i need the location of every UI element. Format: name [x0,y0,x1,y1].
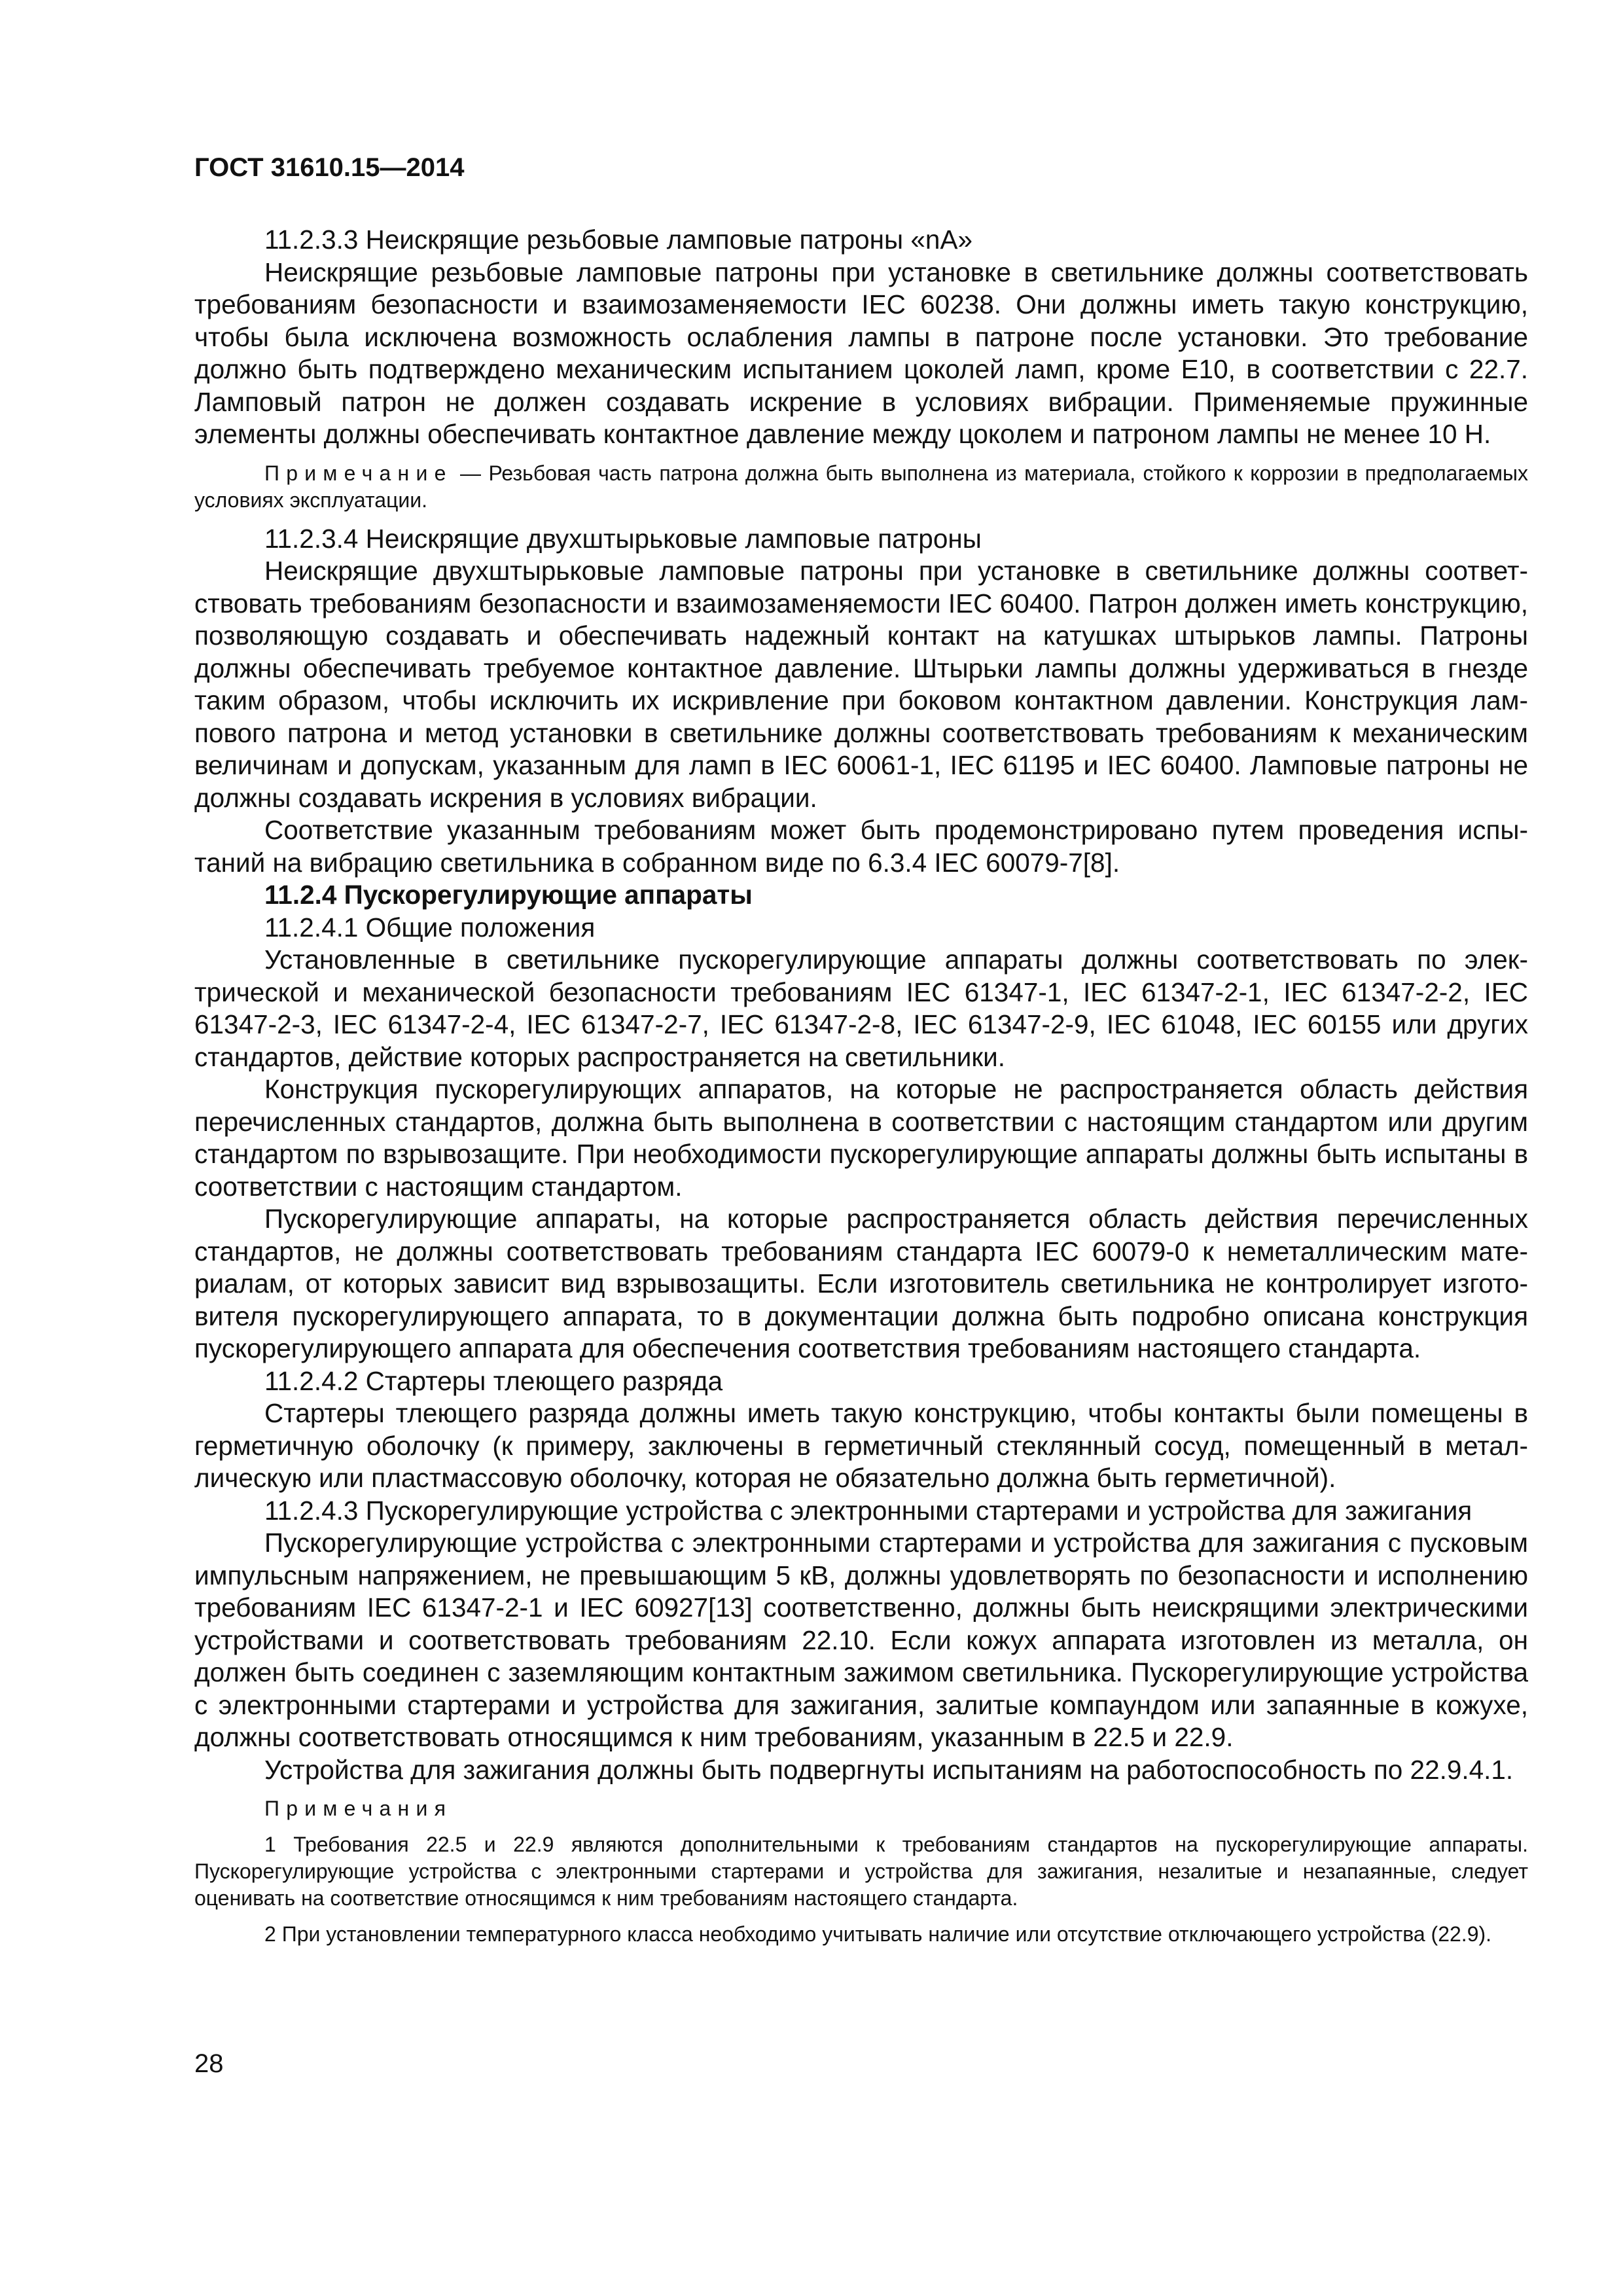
note-1: 1 Требования 22.5 и 22.9 являются дополнительными к требованиям стандартов на пускорегулирующие аппараты. Пускорегулирующие устройства с электронными стартерами и устройства для зажигания, незалитые и незапаянные, следует оценивать на соответствие относящимся к ним требованиям настоящего стандарта. [194,1833,1528,1910]
document-header: ГОСТ 31610.15—2014 [194,153,465,182]
paragraph: Неискрящие резьбовые ламповые патроны при установке в светильнике должны соответствовать требованиям безопасности и взаимозаменяемости IEC 60238. Они должны иметь такую конструкцию, чтобы была исключена возможность ослабления лампы в патроне после установки. Это требование должно быть подтверждено механическим испытанием цоколей ламп, кроме Е10, в соответствии с 22.7. Ламповый патрон не должен создавать искрение в условиях вибрации. Применяемые пружинные элементы должны обеспечивать контактное давление между цоколем и патроном лампы не менее 10 Н. [194,257,1528,449]
paragraph: Стартеры тлеющего разряда должны иметь такую конструкцию, чтобы контакты были помещены в герметичную оболочку (к примеру, заключены в герметичный стеклянный сосуд, помещенный в металлическую или пластмассовую оболочку, которая не обязательно должна быть герметичной). [194,1398,1528,1493]
notes-label: Примечания [264,1797,453,1820]
note-label: Примечание [264,461,453,485]
note-text: — Резьбовая часть патрона должна быть выполнена из материала, стойкого к коррозии в предполагаемых условиях эксплуатации. [194,461,1528,512]
notes-heading [194,1795,1528,1822]
paragraph: Пускорегулирующие аппараты, на которые распространяется область действия перечисленных стандартов, не должны соответствовать требованиям стандарта IEC 60079-0 к неметаллическим материалам, от которых зависит вид взрывозащиты. Если изготовитель светильника не контролирует изготовителя пускорегулирующего аппарата, то в документации должна быть подробно описана конструкция пускорегулирующего аппарата для обеспечения соответствия требованиям настоящего стандарта. [194,1204,1528,1363]
paragraph: Устройства для зажигания должны быть подвергнуты испытаниям на работоспособность по 22.9.4.1. [264,1754,1514,1785]
paragraph: Неискрящие двухштырьковые ламповые патроны при установке в светильнике должны соответствовать требованиям безопасности и взаимозаменяемости IEC 60400. Патрон должен иметь конструкцию, позволяющую создавать и обеспечивать надежный контакт на катушках штырьков лампы. Патроны должны обеспечивать требуемое контактное давление. Штырьки лампы должны удерживаться в гнезде таким образом, чтобы исключить их искривление при боковом контактном давлении. Конструкция лампового патрона и метод установки в светильнике должны соответствовать требованиям к механическим величинам и допускам, указанным для ламп в IEC 60061-1, IEC 61195 и IEC 60400. Ламповые патроны не должны создавать искрения в условиях вибрации. [194,556,1528,813]
document-page [194,151,1528,1957]
note-2: 2 При установлении температурного класса необходимо учитывать наличие или отсутствие отключающего устройства (22.9). [264,1922,1492,1946]
section-title-11-2-4-3: 11.2.4.3 Пускорегулирующие устройства с электронными стартерами и устройства для зажигания [264,1495,1472,1526]
paragraph: Установленные в светильнике пускорегулирующие аппараты должны соответствовать по электрической и механической безопасности требованиям IEC 61347-1, IEC 61347-2-1, IEC 61347-2-2, IEC 61347-2-3, IEC 61347-2-4, IEC 61347-2-7, IEC 61347-2-8, IEC 61347-2-9, IEC 61048, IEC 60155 или других стандартов, действие которых распространяется на светильники. [194,944,1528,1072]
paragraph: Соответствие указанным требованиям может быть продемонстрировано путем проведения испытаний на вибрацию светильника в собранном виде по 6.3.4 IEC 60079-7[8]. [194,815,1528,878]
paragraph: Пускорегулирующие устройства с электронными стартерами и устройства для зажигания с пусковым импульсным напряжением, не превышающим 5 кВ, должны удовлетворять по безопасности и исполнению требованиям IEC 61347-2-1 и IEC 60927[13] соответственно, должны быть неискрящими электрическими устройствами и соответствовать требованиям 22.10. Если кожух аппарата изготовлен из металла, он должен быть соединен с заземляющим контактным зажимом светильника. Пускорегулирующие устройства с электронными стартерами и устройства для зажигания, залитые компаундом или запаянные в кожухе, должны соответствовать относящимся к ним требованиям, указанным в 22.5 и 22.9. [194,1528,1528,1752]
paragraph: Конструкция пускорегулирующих аппаратов, на которые не распространяется область действия перечисленных стандартов, должна быть выполнена в соответствии с настоящим стандартом или другим стандартом по взрывозащите. При необходимости пускорегулирующие аппараты должны быть испытаны в соответствии с настоящим стандартом. [194,1074,1528,1202]
section-title-11-2-4-1: 11.2.4.1 Общие положения [264,912,596,942]
note [194,460,1528,514]
section-title-11-2-4: 11.2.4 Пускорегулирующие аппараты [264,880,753,910]
section-title-11-2-3-4: 11.2.3.4 Неискрящие двухштырьковые ламповые патроны [264,523,982,554]
section-title-11-2-3-3: 11.2.3.3 Неискрящие резьбовые ламповые патроны «nA» [264,224,972,255]
page-number: 28 [194,2049,224,2078]
section-title-11-2-4-2: 11.2.4.2 Стартеры тлеющего разряда [264,1365,723,1396]
